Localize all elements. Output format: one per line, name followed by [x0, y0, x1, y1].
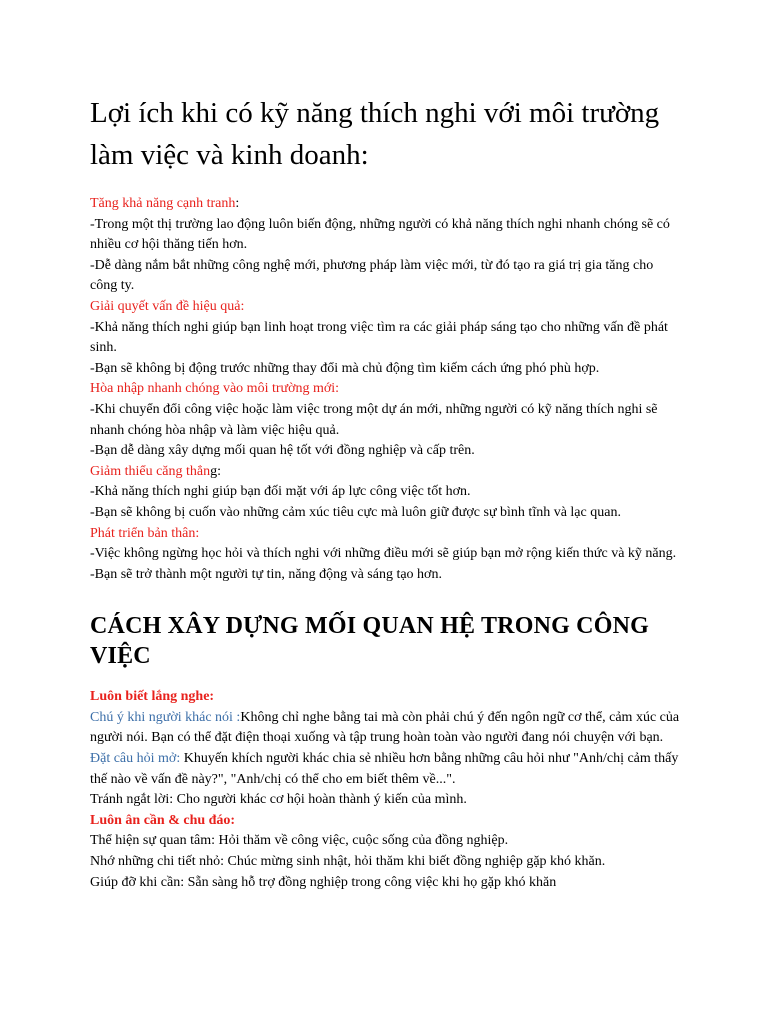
benefit-heading: Phát triển bản thân: [90, 525, 200, 541]
benefit-line: -Dễ dàng nắm bắt những công nghệ mới, phương pháp làm việc mới, từ đó tạo ra giá trị gia tăng cho công ty. [90, 257, 654, 294]
document-page [90, 92, 680, 893]
document-title: Lợi ích khi có kỹ năng thích nghi với môi trường làm việc và kinh doanh: [90, 97, 660, 171]
benefit-line: -Bạn sẽ không bị động trước những thay đổi mà chủ động tìm kiếm cách ứng phó phù hợp. [90, 360, 600, 376]
benefit-line: -Bạn dễ dàng xây dựng mối quan hệ tốt với đồng nghiệp và cấp trên. [90, 443, 475, 459]
care-item: Giúp đỡ khi cần: Sẵn sàng hỗ trợ đồng nghiệp trong công việc khi họ gặp khó khăn [90, 874, 557, 890]
benefit-line: -Khi chuyển đổi công việc hoặc làm việc trong một dự án mới, những người có kỹ năng thích nghi sẽ nhanh chóng hòa nhập và làm việc hiệu quả. [90, 401, 658, 438]
benefit-line: -Khả năng thích nghi giúp bạn linh hoạt trong việc tìm ra các giải pháp sáng tạo cho những vấn đề phát sinh. [90, 319, 668, 356]
benefit-line: -Khả năng thích nghi giúp bạn đối mặt với áp lực công việc tốt hơn. [90, 484, 471, 500]
listen-item: Tránh ngắt lời: Cho người khác cơ hội hoàn thành ý kiến của mình. [90, 792, 467, 808]
care-heading: Luôn ân cần & chu đáo: [90, 812, 236, 828]
benefit-line: -Bạn sẽ không bị cuốn vào những cảm xúc tiêu cực mà luôn giữ được sự bình tĩnh và lạc quan. [90, 504, 621, 520]
care-item: Thể hiện sự quan tâm: Hỏi thăm về công việc, cuộc sống của đồng nghiệp. [90, 833, 509, 849]
benefit-heading: Tăng khả năng cạnh tranh: [90, 196, 240, 211]
listen-item: Chú ý khi người khác nói :Không chỉ nghe bằng tai mà còn phải chú ý đến ngôn ngữ cơ thể, cảm xúc của người nói. Bạn có thể đặt điện thoại xuống và tập trung hoàn toàn vào người đang nói chuyện với bạn. [90, 709, 680, 746]
benefit-line: -Việc không ngừng học hỏi và thích nghi với những điều mới sẽ giúp bạn mở rộng kiến thức và kỹ năng. [90, 546, 677, 562]
benefit-line: -Trong một thị trường lao động luôn biến động, những người có khả năng thích nghi nhanh chóng sẽ có nhiều cơ hội thăng tiến hơn. [90, 216, 670, 253]
benefits-section [90, 194, 680, 585]
benefit-heading: Giải quyết vấn đề hiệu quả: [90, 298, 245, 314]
care-item: Nhớ những chi tiết nhỏ: Chúc mừng sinh nhật, hỏi thăm khi biết đồng nghiệp gặp khó khăn. [90, 854, 606, 870]
listen-heading: Luôn biết lắng nghe: [90, 689, 215, 705]
benefit-heading: Giảm thiểu căng thẳng: [90, 463, 222, 479]
benefit-heading: Hòa nhập nhanh chóng vào môi trường mới: [90, 381, 340, 397]
section-title: CÁCH XÂY DỰNG MỐI QUAN HỆ TRONG CÔNG VIỆC [90, 613, 649, 670]
benefit-line: -Bạn sẽ trở thành một người tự tin, năng động và sáng tạo hơn. [90, 566, 442, 582]
listen-item: Đặt câu hỏi mở: Khuyến khích người khác chia sẻ nhiều hơn bằng những câu hỏi như "Anh/chị cảm thấy thế nào về vấn đề này?", "Anh/chị có thể cho em biết thêm về...". [90, 751, 679, 787]
relationship-section [90, 687, 680, 893]
